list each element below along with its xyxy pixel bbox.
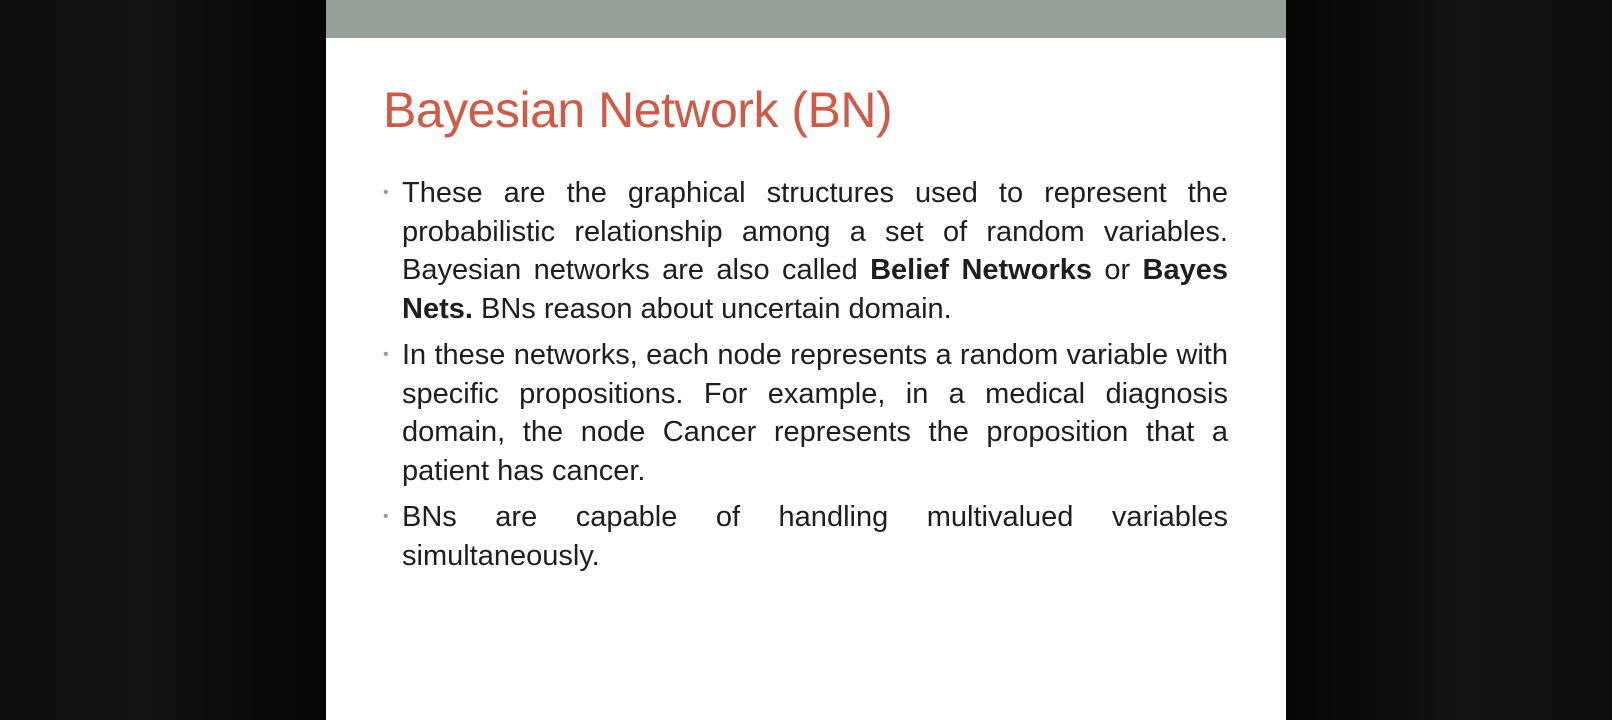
slide-header-band xyxy=(326,0,1286,38)
bullet-text: In these networks, each node represents a random variable with specific propositions. For example, in a medical diagnosis domain, the node Cancer represents the proposition that a patient has cancer. xyxy=(402,339,1228,487)
bold-term-bayes-nets: Bayes Nets. xyxy=(402,254,1229,325)
bullet-text-part: BNs reason about uncertain domain. xyxy=(472,292,952,325)
bullet-icon: • xyxy=(383,508,389,525)
bullet-item-definition xyxy=(383,174,1228,328)
bullet-item-nodes xyxy=(383,336,1228,490)
bullet-list xyxy=(383,174,1228,583)
bullet-text-part: These are the graphical structures used to represent the probabilistic relationship among a set of random variables. Bayesian networks are also called xyxy=(402,177,1228,286)
bullet-item-multivalued xyxy=(383,498,1228,575)
bullet-icon: • xyxy=(383,346,389,363)
bold-term-belief-networks: Belief Networks xyxy=(870,254,1092,286)
bullet-text: BNs are capable of handling multivalued variables simultaneously. xyxy=(402,501,1228,572)
slide-title: Bayesian Network (BN) xyxy=(383,82,893,138)
bullet-text-part: or xyxy=(1092,254,1143,286)
left-backdrop xyxy=(0,0,326,720)
bullet-icon: • xyxy=(383,184,389,201)
slide xyxy=(326,0,1286,720)
right-backdrop xyxy=(1286,0,1612,720)
